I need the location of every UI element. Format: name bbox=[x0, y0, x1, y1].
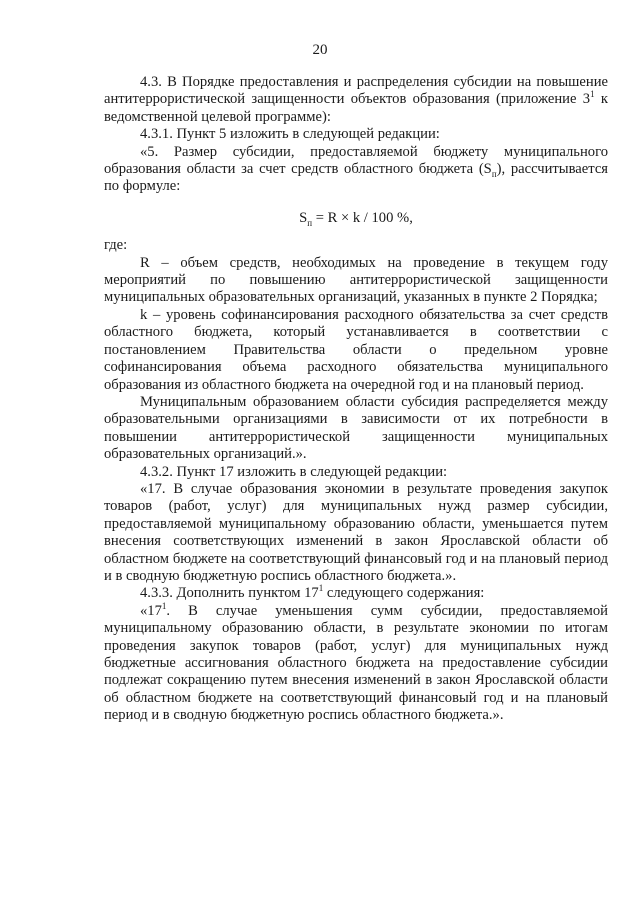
paragraph-4-3-2: 4.3.2. Пункт 17 изложить в следующей редакции: bbox=[140, 463, 448, 480]
paragraph-k-definition: k – уровень софинансирования расходного обязательства за счет средств областного бюджета, который устанавливается в соответствии с постановлением Правительства области о предельном уровне софинансирования объема расходного обязательства муниципального образования из областного бюджета на очередной год и на плановый период. bbox=[104, 306, 608, 393]
paragraph-4-3-3: 4.3.3. Дополнить пунктом $17^1$ следующего содержания: bbox=[140, 583, 485, 602]
paragraph-4-3-1: 4.3.1. Пункт 5 изложить в следующей редакции: bbox=[140, 126, 440, 143]
paragraph-r-definition: R – объем средств, необходимых на проведение в текущем году мероприятий по повышению антитеррористической защищенности муниципальных образовательных организаций, указанных в пункте 2 Порядка; bbox=[104, 254, 608, 306]
paragraph-item-17-1: «$17^1$. В случае уменьшения сумм субсидии, предоставляемой муниципальному образованию области, в результате экономии по итогам проведения закупок товаров (работ, услуг) для муниципальных нужд бюджетные ассигнования областного бюджета на предоставление субсидии подлежат сокращению путем внесения изменений в закон Ярославской области об областном бюджете на соответствующий финансовый год и на плановый период и в сводную бюджетную роспись областного бюджета.». bbox=[104, 600, 608, 724]
paragraph-where: где: bbox=[104, 237, 128, 254]
paragraph-distribution: Муниципальным образованием области субсидия распределяется между образовательными организациями в зависимости от их потребности в повышении антитеррористической защищенности муниципальных образовательных организаций.». bbox=[104, 393, 608, 463]
paragraph-4-3: 4.3. В Порядке предоставления и распределения субсидии на повышение антитеррористической защищенности объектов образования (приложение $3^1$ к ведомственной целевой программе): bbox=[104, 74, 608, 125]
document-body bbox=[104, 74, 608, 725]
formula: $S_п = R \times k / 100$ %, bbox=[299, 209, 413, 228]
page-number: 20 bbox=[312, 42, 328, 58]
paragraph-item-17: «17. В случае образования экономии в результате проведения закупок товаров (работ, услуг) для муниципальных нужд размер субсидии, предоставляемой муниципальному образованию области, уменьшается путем внесения соответствующих изменений в закон Ярославской области об областном бюджете на соответствующий финансовый год и на плановый период и в сводную бюджетную роспись областного бюджета.». bbox=[104, 480, 608, 584]
paragraph-item-5: «5. Размер субсидии, предоставляемой бюджету муниципального образования области за счет средств областного бюджета $(S_п)$, рассчитывается по формуле: bbox=[104, 143, 609, 195]
